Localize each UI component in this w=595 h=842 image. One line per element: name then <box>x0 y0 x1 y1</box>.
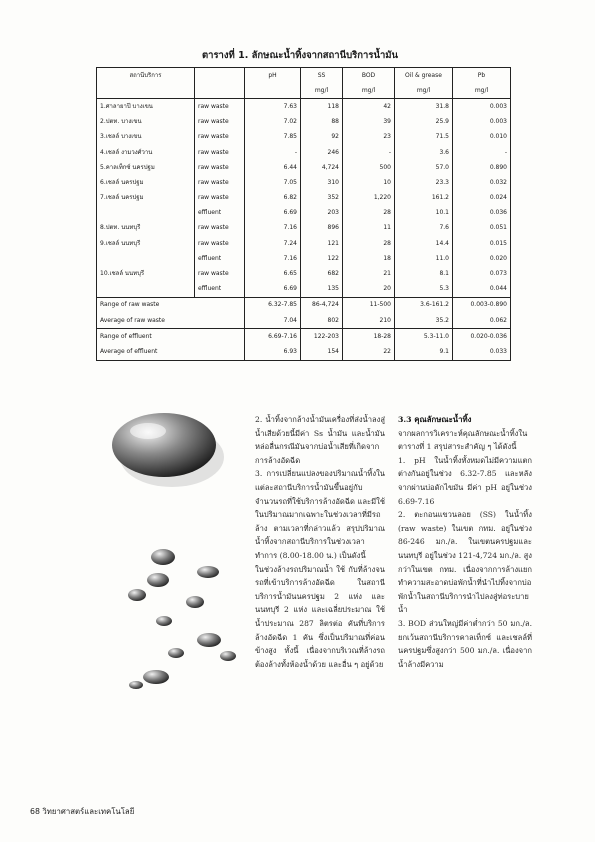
table-cell: 4.เชลล์ งามวงศ์วาน <box>97 145 195 160</box>
table-cell: 7.05 <box>245 175 301 190</box>
table-cell: 88 <box>301 115 343 130</box>
table-cell: 3.6 <box>395 145 453 160</box>
table-cell: 4,724 <box>301 160 343 175</box>
table-cell: 896 <box>301 221 343 236</box>
table-cell: 71.5 <box>395 130 453 145</box>
table-cell: 0.010 <box>453 130 511 145</box>
table-cell: Range of raw waste <box>97 297 245 313</box>
paragraph: 3. BOD ส่วนใหญ่มีค่าต่ำกว่า 50 มก./ล. ยกเว้นสถานีบริการคาลเท็กซ์ และเชลล์ที่นครปฐมซึ่งสูงกว่า 500 มก./ล. เนื่องจากน้ำล้างมีความ <box>398 618 532 669</box>
table-row <box>97 329 511 345</box>
table-cell: Average of effluent <box>97 344 245 360</box>
table-cell: 2.ปตท. บางเขน <box>97 115 195 130</box>
table-cell: 14.4 <box>395 236 453 251</box>
table-cell: 210 <box>343 313 395 329</box>
table-row <box>97 297 511 313</box>
table-row <box>97 115 511 130</box>
table-cell: 0.024 <box>453 191 511 206</box>
table-cell: 0.073 <box>453 266 511 281</box>
table-cell: 352 <box>301 191 343 206</box>
table-cell: 35.2 <box>395 313 453 329</box>
paragraph: 2. น้ำทิ้งจากล้างน้ำมันเครื่องที่ส่งน้ำลงสู่น้ำเสียด้วยนี้มีค่า Ss น้ำมัน และน้ำมันหล่อลื่นกรณีมันจากบ่อน้ำเสียที่เกิดจากการล้างอัดฉีด <box>255 415 385 465</box>
table-cell: 22 <box>343 344 395 360</box>
table-cell: 8.1 <box>395 266 453 281</box>
table-cell: 31.8 <box>395 99 453 115</box>
table-cell: 0.033 <box>453 344 511 360</box>
table-cell: 135 <box>301 282 343 298</box>
table-cell: 5.3-11.0 <box>395 329 453 345</box>
wastewater-table <box>96 67 511 361</box>
paragraph: 1. pH ในน้ำทิ้งทั้งหมดไม่มีความแตกต่างกันอยู่ในช่วง 6.32-7.85 และหลังจากผ่านบ่อดักไขมัน มีค่า pH อยู่ในช่วง 6.69-7.16 <box>398 455 532 506</box>
table-cell: Pb <box>453 68 511 84</box>
table-cell: raw waste <box>195 191 245 206</box>
table-cell: 9.1 <box>395 344 453 360</box>
table-cell: 10 <box>343 175 395 190</box>
table-cell: 7.63 <box>245 99 301 115</box>
table-cell: raw waste <box>195 145 245 160</box>
table-cell: 18 <box>343 251 395 266</box>
table-cell: 28 <box>343 236 395 251</box>
journal-name: วิทยาศาสตร์และเทคโนโลยี <box>42 807 135 816</box>
table-cell: 6.เชลล์ นครปฐม <box>97 175 195 190</box>
table-cell: 310 <box>301 175 343 190</box>
table-cell: raw waste <box>195 236 245 251</box>
table-cell: - <box>343 145 395 160</box>
table-cell: raw waste <box>195 99 245 115</box>
droplet <box>220 651 236 661</box>
table-cell: 7.เชลล์ นครปฐม <box>97 191 195 206</box>
table-cell: 122-203 <box>301 329 343 345</box>
table-cell: 20 <box>343 282 395 298</box>
table-cell: mg/l <box>301 83 343 99</box>
table-cell: 11-500 <box>343 297 395 313</box>
table-row <box>97 236 511 251</box>
table-cell: 0.020-0.036 <box>453 329 511 345</box>
droplet-highlight <box>130 423 166 439</box>
table-row <box>97 344 511 360</box>
table-cell: 5.คาลเท็กซ์ นครปฐม <box>97 160 195 175</box>
table-cell: 203 <box>301 206 343 221</box>
table-cell <box>97 83 195 99</box>
table-cell: 42 <box>343 99 395 115</box>
table-cell: 154 <box>301 344 343 360</box>
table-cell: 7.24 <box>245 236 301 251</box>
table-cell: raw waste <box>195 160 245 175</box>
table-row <box>97 160 511 175</box>
table-cell <box>97 282 195 298</box>
table-cell: 86-4,724 <box>301 297 343 313</box>
droplet <box>186 596 204 608</box>
page-number: 68 <box>30 807 40 816</box>
table-cell: Oil & grease <box>395 68 453 84</box>
table-cell: 6.93 <box>245 344 301 360</box>
table-cell: 802 <box>301 313 343 329</box>
table-row <box>97 68 511 84</box>
table-row <box>97 145 511 160</box>
table-row <box>97 221 511 236</box>
table-cell: 92 <box>301 130 343 145</box>
table-row <box>97 175 511 190</box>
table-cell: 122 <box>301 251 343 266</box>
table-row <box>97 99 511 115</box>
table-cell: 1.ศาลายาปี บางเขน <box>97 99 195 115</box>
paragraph: จากผลการวิเคราะห์คุณลักษณะน้ำทิ้งในตารางที่ 1 สรุปสาระสำคัญ ๆ ได้ดังนี้ <box>398 428 528 452</box>
table-cell: raw waste <box>195 115 245 130</box>
table-cell: 1,220 <box>343 191 395 206</box>
table-cell: Range of effluent <box>97 329 245 345</box>
droplet <box>197 566 219 578</box>
table-cell: 161.2 <box>395 191 453 206</box>
table-cell: 682 <box>301 266 343 281</box>
droplet <box>197 633 221 647</box>
table-cell: 5.3 <box>395 282 453 298</box>
droplet <box>143 670 169 684</box>
droplet <box>156 616 172 626</box>
table-cell: 0.015 <box>453 236 511 251</box>
table-cell: 3.เชลล์ บางเขน <box>97 130 195 145</box>
table-cell: 18-28 <box>343 329 395 345</box>
table-cell: effluent <box>195 251 245 266</box>
table-cell: สถานีบริการ <box>97 68 195 84</box>
table-cell: 7.16 <box>245 221 301 236</box>
table-cell: SS <box>301 68 343 84</box>
page-footer <box>30 806 134 818</box>
table-row <box>97 130 511 145</box>
table-cell: 7.6 <box>395 221 453 236</box>
table-cell: raw waste <box>195 221 245 236</box>
table-cell: 23.3 <box>395 175 453 190</box>
table-cell <box>195 83 245 99</box>
table-cell: 0.051 <box>453 221 511 236</box>
table-cell: 7.16 <box>245 251 301 266</box>
table-cell <box>195 68 245 84</box>
table-title: ตารางที่ 1. ลักษณะน้ำทิ้งจากสถานีบริการน้ำมัน <box>201 50 399 61</box>
table-cell: 6.69-7.16 <box>245 329 301 345</box>
table-cell: 0.062 <box>453 313 511 329</box>
table-cell: 6.32-7.85 <box>245 297 301 313</box>
droplet <box>129 681 143 689</box>
table-cell: Average of raw waste <box>97 313 245 329</box>
table-cell: 57.0 <box>395 160 453 175</box>
table-row <box>97 313 511 329</box>
table-cell: 0.003 <box>453 115 511 130</box>
table-cell: 0.044 <box>453 282 511 298</box>
table-cell: 10.เชลล์ นนทบุรี <box>97 266 195 281</box>
droplet-large <box>112 413 216 477</box>
table-cell: raw waste <box>195 266 245 281</box>
paragraph: 2. ตะกอนแขวนลอย (SS) ในน้ำทิ้ง (raw waste) ในเขต กทม. อยู่ในช่วง 86-246 มก./ล. ในเขตนครปฐมและนนทบุรี อยู่ในช่วง 121-4,724 มก./ล. สูงกว่าในเขต กทม. เนื่องจากการล้างแยกทำความสะอาดบ่อพักน้ำที่นำไปทิ้งจากบ่อพักน้ำในสถานีบริการนำไปลงสู่ท่อระบายน้ำ <box>398 510 532 615</box>
table-cell: 11 <box>343 221 395 236</box>
table-cell: 6.44 <box>245 160 301 175</box>
table-cell: - <box>453 145 511 160</box>
table-cell: raw waste <box>195 175 245 190</box>
table-cell: - <box>245 145 301 160</box>
table-cell: 3.6-161.2 <box>395 297 453 313</box>
table-cell: 0.036 <box>453 206 511 221</box>
table-cell: 0.890 <box>453 160 511 175</box>
table-row <box>97 282 511 298</box>
droplet <box>151 549 175 565</box>
table-cell: 21 <box>343 266 395 281</box>
table-cell: 39 <box>343 115 395 130</box>
table-cell: 6.69 <box>245 206 301 221</box>
section-heading: 3.3 คุณลักษณะน้ำทิ้ง <box>398 415 472 424</box>
table-cell <box>245 83 301 99</box>
table-cell: 246 <box>301 145 343 160</box>
table-cell: 7.85 <box>245 130 301 145</box>
table-row <box>97 206 511 221</box>
table-cell: 6.82 <box>245 191 301 206</box>
table-cell: 7.02 <box>245 115 301 130</box>
table-cell: 28 <box>343 206 395 221</box>
table-cell: 121 <box>301 236 343 251</box>
table-cell: pH <box>245 68 301 84</box>
table-cell: 11.0 <box>395 251 453 266</box>
body-column-middle <box>255 413 385 671</box>
table-row <box>97 83 511 99</box>
droplet <box>147 573 169 587</box>
table-cell: raw waste <box>195 130 245 145</box>
table-cell: mg/l <box>395 83 453 99</box>
droplet <box>168 648 184 658</box>
table-cell: 0.003-0.890 <box>453 297 511 313</box>
table-cell: mg/l <box>453 83 511 99</box>
table-cell: 7.04 <box>245 313 301 329</box>
table-cell: 9.เชลล์ นนทบุรี <box>97 236 195 251</box>
table-row <box>97 266 511 281</box>
table-cell: 10.1 <box>395 206 453 221</box>
paragraph: ในช่วงล้างรถปริมาณน้ำ ใช้ กับที่ล้างจนรถที่เข้าบริการล้างอัดฉีด ในสถานีบริการน้ำมันนครปฐม 2 แห่ง และนนทบุรี 2 แห่ง และเฉลี่ยประมาณ ใช้น้ำประมาณ 287 ลิตรต่อ คันที่บริการล้างอัดฉีด 1 คัน ซึ่งเป็นปริมาณที่ค่อนข้างสูง ทั้งนี้ เนื่องจากบริเวณที่ล้างรถ ต้องล้างทั้งห้องน้ำด้วย และอื่น ๆ อยู่ด้วย <box>255 564 385 669</box>
table-cell: 23 <box>343 130 395 145</box>
body-column-right <box>398 413 532 671</box>
table-row <box>97 191 511 206</box>
droplet <box>128 589 146 601</box>
table-cell: BOD <box>343 68 395 84</box>
table-cell: 118 <box>301 99 343 115</box>
table-cell: 0.020 <box>453 251 511 266</box>
table-row <box>97 251 511 266</box>
table-cell: 6.69 <box>245 282 301 298</box>
table-cell: 0.032 <box>453 175 511 190</box>
paragraph: 3. การเปลี่ยนแปลงของปริมาณน้ำทิ้งในแต่ละสถานีบริการน้ำมันขึ้นอยู่กับจำนวนรถที่ใช้บริการล้างอัดฉีด และมีใช้ในปริมาณมากเฉพาะในช่วงเวลาที่มีรถล้าง ตามเวลาที่กล่าวแล้ว สรุปปริมาณน้ำทิ้งจากสถานีบริการในช่วงเวลาทำการ (8.00-18.00 น.) เป็นดังนี้ <box>255 469 385 560</box>
table-cell: effluent <box>195 282 245 298</box>
table-cell: 500 <box>343 160 395 175</box>
table-cell: 8.ปตท. นนทบุรี <box>97 221 195 236</box>
table-cell: 25.9 <box>395 115 453 130</box>
table-cell <box>97 251 195 266</box>
table-cell: 0.003 <box>453 99 511 115</box>
table-cell: 6.65 <box>245 266 301 281</box>
table-cell: mg/l <box>343 83 395 99</box>
table-cell: effluent <box>195 206 245 221</box>
water-droplets-image <box>100 385 240 705</box>
table-cell <box>97 206 195 221</box>
